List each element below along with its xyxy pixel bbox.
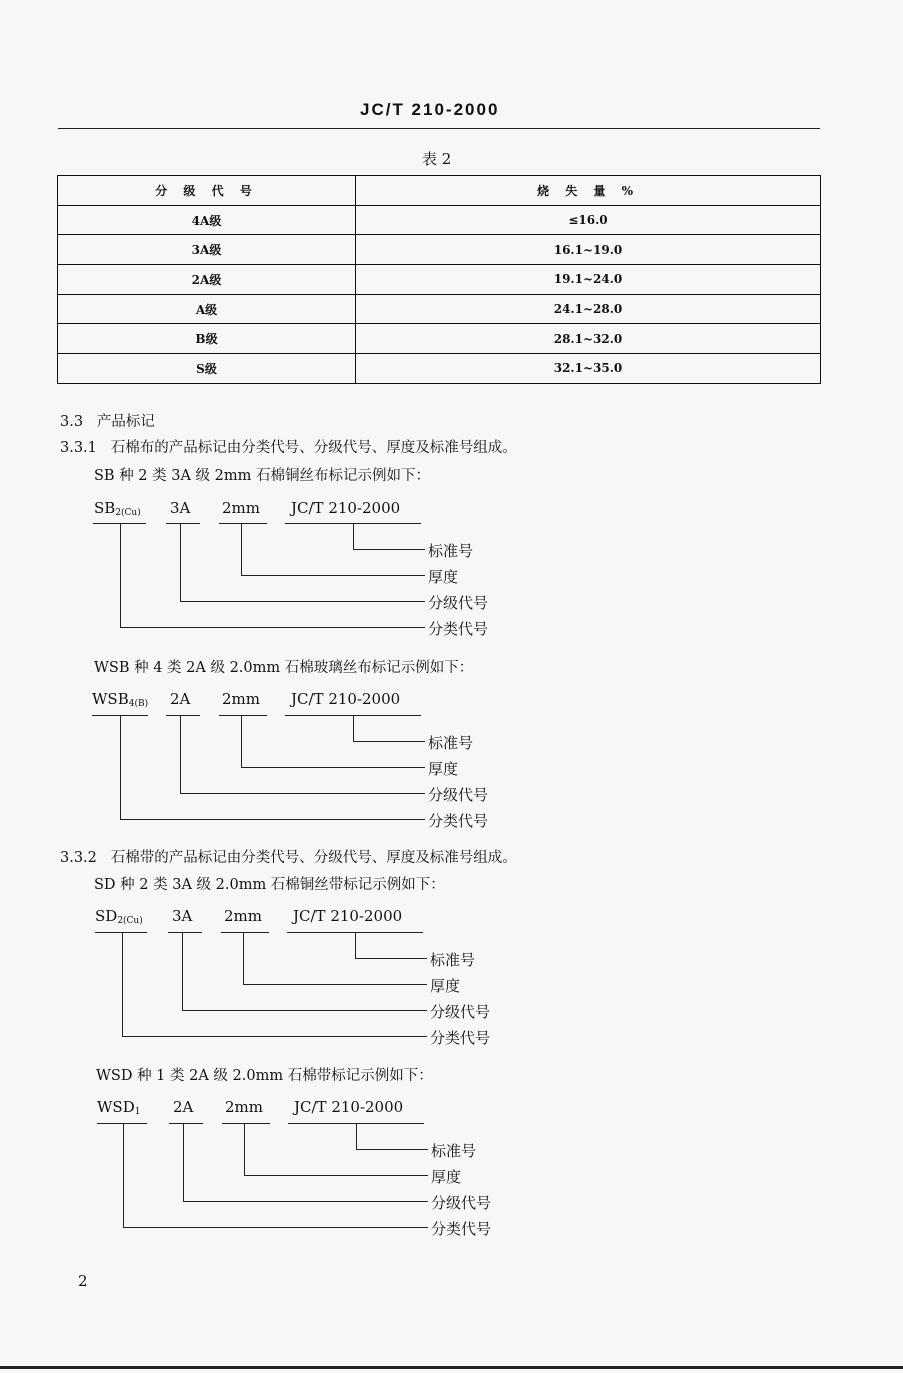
- section-text: 石棉布的产品标记由分类代号、分级代号、厚度及标准号组成。: [110, 440, 517, 456]
- grade-cell: 3A级: [58, 235, 356, 265]
- table-row: [58, 294, 821, 324]
- grade-cell: S级: [58, 354, 356, 384]
- connector-line: [219, 715, 267, 716]
- label-grade-code: 分级代号: [431, 1194, 492, 1212]
- thickness-value: 2mm: [222, 499, 260, 517]
- loss-cell: 32.1~35.0: [356, 354, 821, 384]
- label-thickness: 厚度: [430, 977, 461, 995]
- col-grade-header: 分 级 代 号: [58, 176, 356, 206]
- connector-line: [180, 715, 181, 794]
- grade-cell: A级: [58, 294, 356, 324]
- label-class-code: 分类代号: [428, 620, 489, 638]
- connector-line: [180, 601, 425, 602]
- table-row: [58, 235, 821, 265]
- loss-cell: 19.1~24.0: [356, 265, 821, 295]
- class-code: $SB_{2(Cu)}$: [94, 499, 141, 518]
- connector-line: [243, 984, 427, 985]
- thickness-value: 2mm: [224, 907, 262, 925]
- connector-line: [123, 1227, 428, 1228]
- example-4-intro: WSD 种 1 类 2A 级 2.0mm 石棉带标记示例如下：: [96, 1068, 433, 1084]
- standard-number: JC/T 210-2000: [293, 907, 403, 925]
- standard-number: JC/T 210-2000: [291, 690, 401, 708]
- connector-line: [241, 523, 242, 576]
- connector-line: [241, 575, 425, 576]
- table-row: [58, 324, 821, 354]
- connector-line: [120, 523, 121, 628]
- label-standard: 标准号: [430, 951, 476, 969]
- label-standard: 标准号: [428, 542, 474, 560]
- section-3-3-2-paragraph: [60, 846, 517, 867]
- table-header-row: [58, 176, 821, 206]
- connector-line: [122, 932, 123, 1037]
- example-2-intro: WSB 种 4 类 2A 级 2.0mm 石棉玻璃丝布标记示例如下：: [94, 660, 474, 676]
- connector-line: [241, 715, 242, 768]
- connector-line: [120, 819, 425, 820]
- section-3-3-1-paragraph: [60, 436, 517, 457]
- loss-cell: 24.1~28.0: [356, 294, 821, 324]
- label-grade-code: 分级代号: [428, 594, 489, 612]
- connector-line: [122, 1036, 427, 1037]
- connector-line: [353, 549, 425, 550]
- standard-number: JC/T 210-2000: [291, 499, 401, 517]
- connector-line: [166, 715, 200, 716]
- label-thickness: 厚度: [431, 1168, 462, 1186]
- connector-line: [97, 1123, 147, 1124]
- loss-table: [57, 175, 821, 384]
- grade-cell: 4A级: [58, 205, 356, 235]
- table-row: [58, 265, 821, 295]
- connector-line: [183, 1123, 184, 1202]
- connector-line: [182, 932, 183, 1011]
- connector-line: [183, 1201, 428, 1202]
- connector-line: [353, 715, 354, 742]
- connector-line: [182, 1010, 427, 1011]
- label-class-code: 分类代号: [430, 1029, 491, 1047]
- connector-line: [222, 1123, 270, 1124]
- label-thickness: 厚度: [428, 760, 459, 778]
- class-code: $WSB_{4(B)}$: [92, 690, 149, 709]
- example-3-intro: SD 种 2 类 3A 级 2.0mm 石棉铜丝带标记示例如下：: [94, 877, 445, 893]
- connector-line: [221, 932, 269, 933]
- col-loss-header: 烧 失 量 %: [356, 176, 821, 206]
- connector-line: [241, 767, 425, 768]
- connector-line: [244, 1175, 428, 1176]
- connector-line: [95, 932, 147, 933]
- connector-line: [123, 1123, 124, 1228]
- connector-line: [243, 932, 244, 985]
- connector-line: [355, 932, 356, 959]
- label-grade-code: 分级代号: [430, 1003, 491, 1021]
- label-class-code: 分类代号: [428, 812, 489, 830]
- grade-code: 3A: [170, 499, 191, 517]
- connector-line: [219, 523, 267, 524]
- connector-line: [356, 1149, 428, 1150]
- connector-line: [169, 1123, 203, 1124]
- section-3-3-heading: [60, 410, 155, 431]
- thickness-value: 2mm: [222, 690, 260, 708]
- section-number: 3.3: [60, 414, 84, 430]
- loss-cell: ≤16.0: [356, 205, 821, 235]
- thickness-value: 2mm: [225, 1098, 263, 1116]
- connector-line: [353, 741, 425, 742]
- connector-line: [180, 523, 181, 602]
- label-standard: 标准号: [428, 734, 474, 752]
- standard-number: JC/T 210-2000: [294, 1098, 404, 1116]
- loss-cell: 28.1~32.0: [356, 324, 821, 354]
- label-class-code: 分类代号: [431, 1220, 492, 1238]
- grade-code: 2A: [173, 1098, 194, 1116]
- grade-code: 2A: [170, 690, 191, 708]
- class-code: $WSD_1$: [97, 1098, 141, 1117]
- grade-code: 3A: [172, 907, 193, 925]
- connector-line: [353, 523, 354, 550]
- connector-line: [166, 523, 200, 524]
- page-number: 2: [78, 1272, 88, 1290]
- connector-line: [180, 793, 425, 794]
- connector-line: [120, 627, 425, 628]
- table-caption: 表 2: [422, 150, 452, 168]
- loss-cell: 16.1~19.0: [356, 235, 821, 265]
- document-header: JC/T 210-2000: [360, 100, 500, 119]
- grade-cell: B级: [58, 324, 356, 354]
- label-thickness: 厚度: [428, 568, 459, 586]
- connector-line: [120, 715, 121, 820]
- example-1-intro: SB 种 2 类 3A 级 2mm 石棉铜丝布标记示例如下：: [94, 468, 430, 484]
- grade-cell: 2A级: [58, 265, 356, 295]
- footer-rule: [0, 1366, 903, 1369]
- section-text: 石棉带的产品标记由分类代号、分级代号、厚度及标准号组成。: [110, 850, 517, 866]
- label-standard: 标准号: [431, 1142, 477, 1160]
- table-row: [58, 354, 821, 384]
- connector-line: [356, 1123, 357, 1150]
- section-title: 产品标记: [96, 414, 155, 430]
- table-row: [58, 205, 821, 235]
- header-rule: [58, 128, 820, 129]
- label-grade-code: 分级代号: [428, 786, 489, 804]
- class-code: $SD_{2(Cu)}$: [95, 907, 143, 926]
- connector-line: [355, 958, 427, 959]
- section-number: 3.3.1: [60, 440, 97, 456]
- section-number: 3.3.2: [60, 850, 97, 866]
- connector-line: [244, 1123, 245, 1176]
- connector-line: [168, 932, 202, 933]
